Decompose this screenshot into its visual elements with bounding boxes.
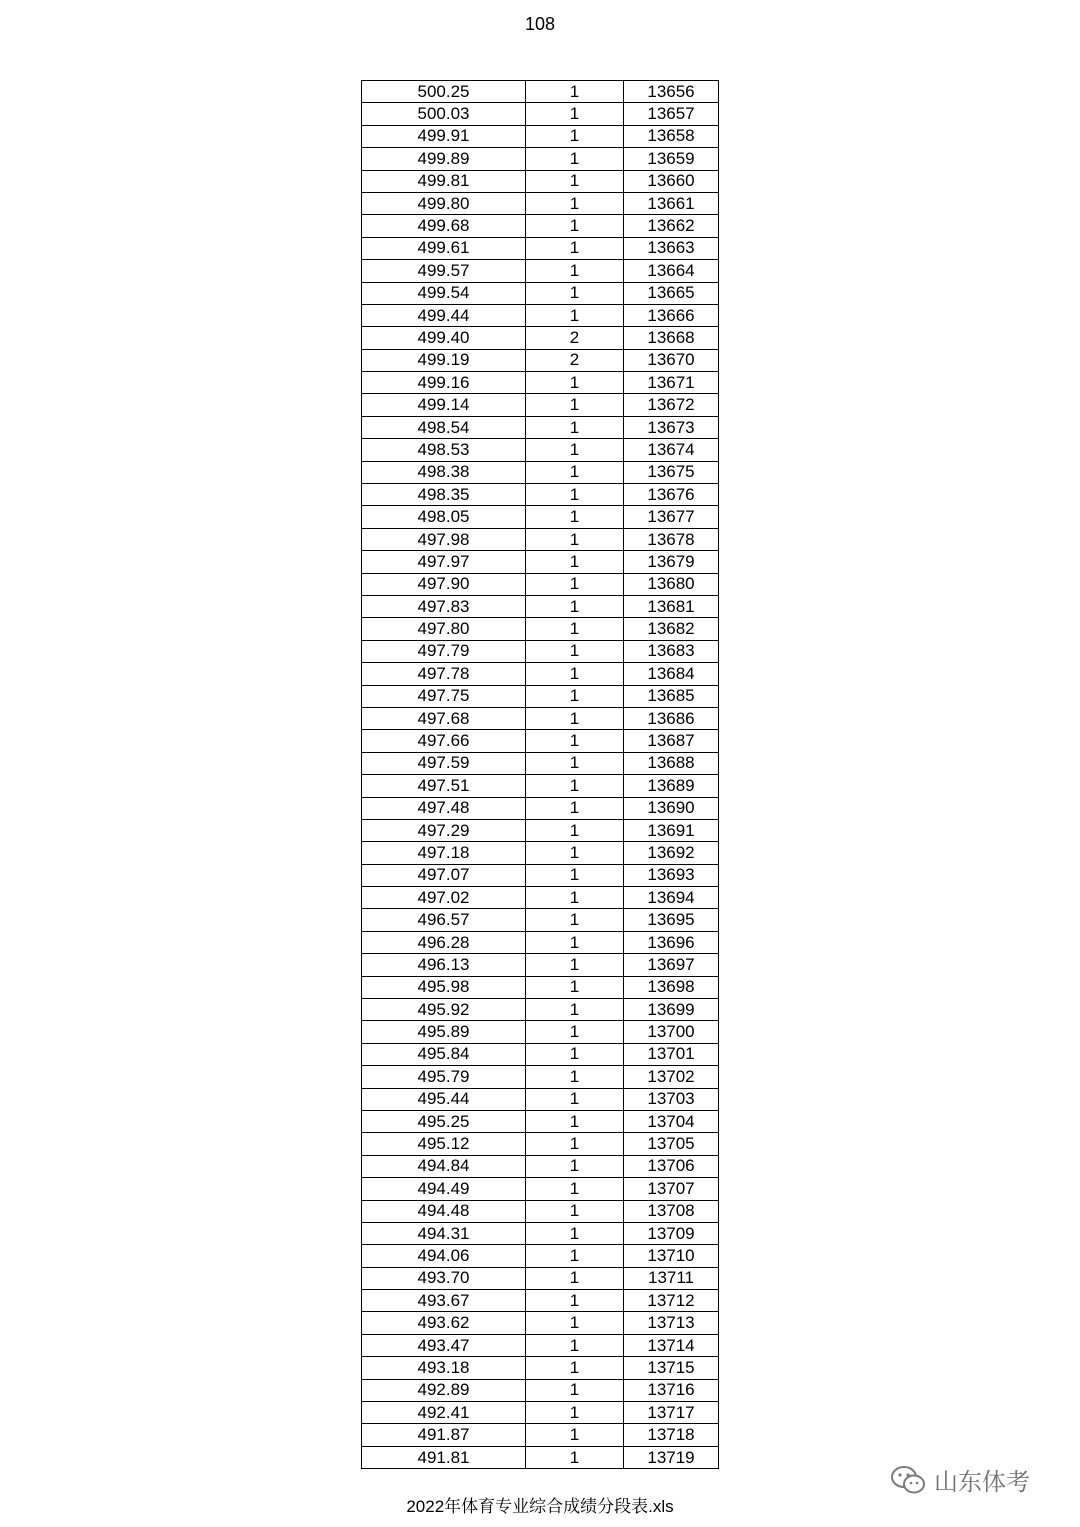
- table-row: [362, 887, 719, 909]
- count-cell: 1: [526, 506, 624, 528]
- count-cell: 2: [526, 327, 624, 349]
- table-row: [362, 148, 719, 170]
- count-cell: 1: [526, 215, 624, 237]
- score-cell: 497.78: [362, 663, 526, 685]
- cumulative-cell: 13704: [624, 1110, 719, 1132]
- count-cell: 1: [526, 775, 624, 797]
- score-cell: 497.48: [362, 797, 526, 819]
- score-cell: 499.68: [362, 215, 526, 237]
- table-row: [362, 707, 719, 729]
- count-cell: 1: [526, 282, 624, 304]
- cumulative-cell: 13703: [624, 1088, 719, 1110]
- score-cell: 499.91: [362, 125, 526, 147]
- cumulative-cell: 13689: [624, 775, 719, 797]
- page-number: 108: [524, 14, 556, 34]
- count-cell: 1: [526, 1402, 624, 1424]
- table-row: [362, 864, 719, 886]
- table-row: [362, 976, 719, 998]
- table-row: [362, 461, 719, 483]
- cumulative-cell: 13680: [624, 573, 719, 595]
- count-cell: 1: [526, 1334, 624, 1356]
- table-row: [362, 730, 719, 752]
- table-row: [362, 1267, 719, 1289]
- count-cell: 1: [526, 260, 624, 282]
- score-cell: 499.44: [362, 304, 526, 326]
- table-row: [362, 909, 719, 931]
- count-cell: 1: [526, 484, 624, 506]
- table-row: [362, 1021, 719, 1043]
- table-row: [362, 1334, 719, 1356]
- table-row: [362, 1133, 719, 1155]
- table-row: [362, 327, 719, 349]
- count-cell: 1: [526, 1110, 624, 1132]
- cumulative-cell: 13700: [624, 1021, 719, 1043]
- table-row: [362, 797, 719, 819]
- cumulative-cell: 13708: [624, 1200, 719, 1222]
- cumulative-cell: 13657: [624, 103, 719, 125]
- score-cell: 495.12: [362, 1133, 526, 1155]
- count-cell: 1: [526, 1066, 624, 1088]
- count-cell: 1: [526, 148, 624, 170]
- cumulative-cell: 13716: [624, 1379, 719, 1401]
- count-cell: 1: [526, 1222, 624, 1244]
- table-row: [362, 215, 719, 237]
- score-cell: 494.06: [362, 1245, 526, 1267]
- table-row: [362, 237, 719, 259]
- score-cell: 496.57: [362, 909, 526, 931]
- score-cell: 497.98: [362, 528, 526, 550]
- score-cell: 496.13: [362, 954, 526, 976]
- table-row: [362, 439, 719, 461]
- table-row: [362, 1245, 719, 1267]
- cumulative-cell: 13683: [624, 640, 719, 662]
- cumulative-cell: 13664: [624, 260, 719, 282]
- table-row: [362, 551, 719, 573]
- score-cell: 498.35: [362, 484, 526, 506]
- table-row: [362, 595, 719, 617]
- table-row: [362, 842, 719, 864]
- score-cell: 494.84: [362, 1155, 526, 1177]
- count-cell: 1: [526, 1043, 624, 1065]
- cumulative-cell: 13714: [624, 1334, 719, 1356]
- cumulative-cell: 13663: [624, 237, 719, 259]
- count-cell: 1: [526, 1178, 624, 1200]
- cumulative-cell: 13684: [624, 663, 719, 685]
- cumulative-cell: 13666: [624, 304, 719, 326]
- score-cell: 499.61: [362, 237, 526, 259]
- cumulative-cell: 13698: [624, 976, 719, 998]
- cumulative-cell: 13659: [624, 148, 719, 170]
- count-cell: 1: [526, 797, 624, 819]
- count-cell: 1: [526, 551, 624, 573]
- table-row: [362, 1379, 719, 1401]
- cumulative-cell: 13702: [624, 1066, 719, 1088]
- count-cell: 1: [526, 819, 624, 841]
- cumulative-cell: 13673: [624, 416, 719, 438]
- count-cell: 1: [526, 887, 624, 909]
- score-cell: 495.92: [362, 999, 526, 1021]
- score-cell: 494.49: [362, 1178, 526, 1200]
- count-cell: 1: [526, 976, 624, 998]
- cumulative-cell: 13715: [624, 1357, 719, 1379]
- score-cell: 495.84: [362, 1043, 526, 1065]
- table-row: [362, 170, 719, 192]
- count-cell: 1: [526, 864, 624, 886]
- cumulative-cell: 13679: [624, 551, 719, 573]
- score-cell: 497.66: [362, 730, 526, 752]
- score-cell: 493.47: [362, 1334, 526, 1356]
- table-row: [362, 1446, 719, 1468]
- table-row: [362, 1424, 719, 1446]
- count-cell: 1: [526, 663, 624, 685]
- cumulative-cell: 13696: [624, 931, 719, 953]
- cumulative-cell: 13707: [624, 1178, 719, 1200]
- table-row: [362, 1200, 719, 1222]
- score-cell: 492.89: [362, 1379, 526, 1401]
- count-cell: 1: [526, 416, 624, 438]
- count-cell: 1: [526, 1357, 624, 1379]
- table-row: [362, 349, 719, 371]
- score-cell: 499.81: [362, 170, 526, 192]
- table-row: [362, 999, 719, 1021]
- score-cell: 500.25: [362, 81, 526, 103]
- score-cell: 499.89: [362, 148, 526, 170]
- cumulative-cell: 13693: [624, 864, 719, 886]
- table-row: [362, 1312, 719, 1334]
- score-cell: 495.25: [362, 1110, 526, 1132]
- cumulative-cell: 13699: [624, 999, 719, 1021]
- table-row: [362, 775, 719, 797]
- score-cell: 493.62: [362, 1312, 526, 1334]
- count-cell: 1: [526, 81, 624, 103]
- count-cell: 1: [526, 1379, 624, 1401]
- table-row: [362, 640, 719, 662]
- cumulative-cell: 13691: [624, 819, 719, 841]
- table-row: [362, 1290, 719, 1312]
- cumulative-cell: 13658: [624, 125, 719, 147]
- cumulative-cell: 13675: [624, 461, 719, 483]
- count-cell: 1: [526, 372, 624, 394]
- cumulative-cell: 13705: [624, 1133, 719, 1155]
- table-row: [362, 685, 719, 707]
- cumulative-cell: 13719: [624, 1446, 719, 1468]
- count-cell: 1: [526, 1155, 624, 1177]
- table-row: [362, 819, 719, 841]
- table-row: [362, 506, 719, 528]
- table-row: [362, 663, 719, 685]
- count-cell: 1: [526, 237, 624, 259]
- cumulative-cell: 13672: [624, 394, 719, 416]
- count-cell: 1: [526, 618, 624, 640]
- score-cell: 499.16: [362, 372, 526, 394]
- count-cell: 1: [526, 304, 624, 326]
- count-cell: 1: [526, 103, 624, 125]
- table-row: [362, 103, 719, 125]
- count-cell: 1: [526, 730, 624, 752]
- score-cell: 491.87: [362, 1424, 526, 1446]
- cumulative-cell: 13718: [624, 1424, 719, 1446]
- cumulative-cell: 13695: [624, 909, 719, 931]
- score-cell: 498.54: [362, 416, 526, 438]
- score-cell: 497.02: [362, 887, 526, 909]
- count-cell: 1: [526, 170, 624, 192]
- cumulative-cell: 13681: [624, 595, 719, 617]
- footer-filename: 2022年体育专业综合成绩分段表.xls: [406, 1497, 674, 1516]
- table-row: [362, 1222, 719, 1244]
- score-cell: 497.97: [362, 551, 526, 573]
- table-row: [362, 484, 719, 506]
- cumulative-cell: 13665: [624, 282, 719, 304]
- table-row: [362, 618, 719, 640]
- score-cell: 499.19: [362, 349, 526, 371]
- count-cell: 1: [526, 931, 624, 953]
- score-cell: 497.29: [362, 819, 526, 841]
- score-cell: 500.03: [362, 103, 526, 125]
- count-cell: 1: [526, 999, 624, 1021]
- score-cell: 494.31: [362, 1222, 526, 1244]
- cumulative-cell: 13676: [624, 484, 719, 506]
- table-row: [362, 752, 719, 774]
- table-row: [362, 1402, 719, 1424]
- score-cell: 493.67: [362, 1290, 526, 1312]
- count-cell: 1: [526, 192, 624, 214]
- cumulative-cell: 13662: [624, 215, 719, 237]
- cumulative-cell: 13678: [624, 528, 719, 550]
- count-cell: 1: [526, 640, 624, 662]
- score-cell: 498.53: [362, 439, 526, 461]
- table-row: [362, 528, 719, 550]
- score-cell: 495.79: [362, 1066, 526, 1088]
- score-cell: 497.83: [362, 595, 526, 617]
- table-row: [362, 125, 719, 147]
- cumulative-cell: 13671: [624, 372, 719, 394]
- score-cell: 498.38: [362, 461, 526, 483]
- score-cell: 495.44: [362, 1088, 526, 1110]
- count-cell: 1: [526, 1200, 624, 1222]
- score-cell: 491.81: [362, 1446, 526, 1468]
- table-row: [362, 1043, 719, 1065]
- table-row: [362, 1066, 719, 1088]
- cumulative-cell: 13674: [624, 439, 719, 461]
- table-row: [362, 573, 719, 595]
- score-cell: 497.18: [362, 842, 526, 864]
- count-cell: 1: [526, 439, 624, 461]
- count-cell: 1: [526, 461, 624, 483]
- table-row: [362, 416, 719, 438]
- table-row: [362, 1088, 719, 1110]
- count-cell: 1: [526, 685, 624, 707]
- count-cell: 1: [526, 752, 624, 774]
- cumulative-cell: 13677: [624, 506, 719, 528]
- table-row: [362, 394, 719, 416]
- count-cell: 1: [526, 394, 624, 416]
- count-cell: 1: [526, 1424, 624, 1446]
- score-cell: 493.18: [362, 1357, 526, 1379]
- score-cell: 499.57: [362, 260, 526, 282]
- cumulative-cell: 13682: [624, 618, 719, 640]
- cumulative-cell: 13661: [624, 192, 719, 214]
- score-cell: 497.07: [362, 864, 526, 886]
- score-cell: 497.59: [362, 752, 526, 774]
- score-cell: 499.40: [362, 327, 526, 349]
- count-cell: 1: [526, 1446, 624, 1468]
- cumulative-cell: 13670: [624, 349, 719, 371]
- count-cell: 1: [526, 125, 624, 147]
- count-cell: 1: [526, 842, 624, 864]
- table-body: [362, 81, 719, 1469]
- score-distribution-table: [361, 80, 719, 1469]
- cumulative-cell: 13685: [624, 685, 719, 707]
- cumulative-cell: 13688: [624, 752, 719, 774]
- count-cell: 1: [526, 1133, 624, 1155]
- cumulative-cell: 13694: [624, 887, 719, 909]
- cumulative-cell: 13701: [624, 1043, 719, 1065]
- score-cell: 497.75: [362, 685, 526, 707]
- score-cell: 497.68: [362, 707, 526, 729]
- score-cell: 499.80: [362, 192, 526, 214]
- cumulative-cell: 13706: [624, 1155, 719, 1177]
- score-cell: 495.89: [362, 1021, 526, 1043]
- cumulative-cell: 13710: [624, 1245, 719, 1267]
- cumulative-cell: 13690: [624, 797, 719, 819]
- cumulative-cell: 13686: [624, 707, 719, 729]
- cumulative-cell: 13687: [624, 730, 719, 752]
- table-row: [362, 282, 719, 304]
- score-cell: 497.51: [362, 775, 526, 797]
- count-cell: 2: [526, 349, 624, 371]
- watermark-text: 山东体考: [934, 1469, 1030, 1496]
- table-row: [362, 304, 719, 326]
- table-row: [362, 931, 719, 953]
- score-cell: 497.80: [362, 618, 526, 640]
- cumulative-cell: 13656: [624, 81, 719, 103]
- count-cell: 1: [526, 954, 624, 976]
- table-row: [362, 372, 719, 394]
- cumulative-cell: 13692: [624, 842, 719, 864]
- table-row: [362, 1178, 719, 1200]
- cumulative-cell: 13717: [624, 1402, 719, 1424]
- count-cell: 1: [526, 1312, 624, 1334]
- table-row: [362, 1357, 719, 1379]
- count-cell: 1: [526, 1267, 624, 1289]
- count-cell: 1: [526, 909, 624, 931]
- table-row: [362, 81, 719, 103]
- count-cell: 1: [526, 1021, 624, 1043]
- cumulative-cell: 13660: [624, 170, 719, 192]
- wechat-icon: [890, 1465, 926, 1495]
- score-cell: 497.90: [362, 573, 526, 595]
- table-row: [362, 192, 719, 214]
- score-cell: 496.28: [362, 931, 526, 953]
- score-cell: 499.14: [362, 394, 526, 416]
- table-row: [362, 954, 719, 976]
- score-cell: 495.98: [362, 976, 526, 998]
- score-cell: 498.05: [362, 506, 526, 528]
- score-cell: 493.70: [362, 1267, 526, 1289]
- table-row: [362, 1110, 719, 1132]
- cumulative-cell: 13712: [624, 1290, 719, 1312]
- table-row: [362, 260, 719, 282]
- table-row: [362, 1155, 719, 1177]
- count-cell: 1: [526, 595, 624, 617]
- count-cell: 1: [526, 1290, 624, 1312]
- count-cell: 1: [526, 1088, 624, 1110]
- cumulative-cell: 13697: [624, 954, 719, 976]
- count-cell: 1: [526, 707, 624, 729]
- cumulative-cell: 13713: [624, 1312, 719, 1334]
- count-cell: 1: [526, 573, 624, 595]
- cumulative-cell: 13709: [624, 1222, 719, 1244]
- score-cell: 492.41: [362, 1402, 526, 1424]
- cumulative-cell: 13711: [624, 1267, 719, 1289]
- count-cell: 1: [526, 1245, 624, 1267]
- score-cell: 497.79: [362, 640, 526, 662]
- count-cell: 1: [526, 528, 624, 550]
- score-cell: 494.48: [362, 1200, 526, 1222]
- score-cell: 499.54: [362, 282, 526, 304]
- cumulative-cell: 13668: [624, 327, 719, 349]
